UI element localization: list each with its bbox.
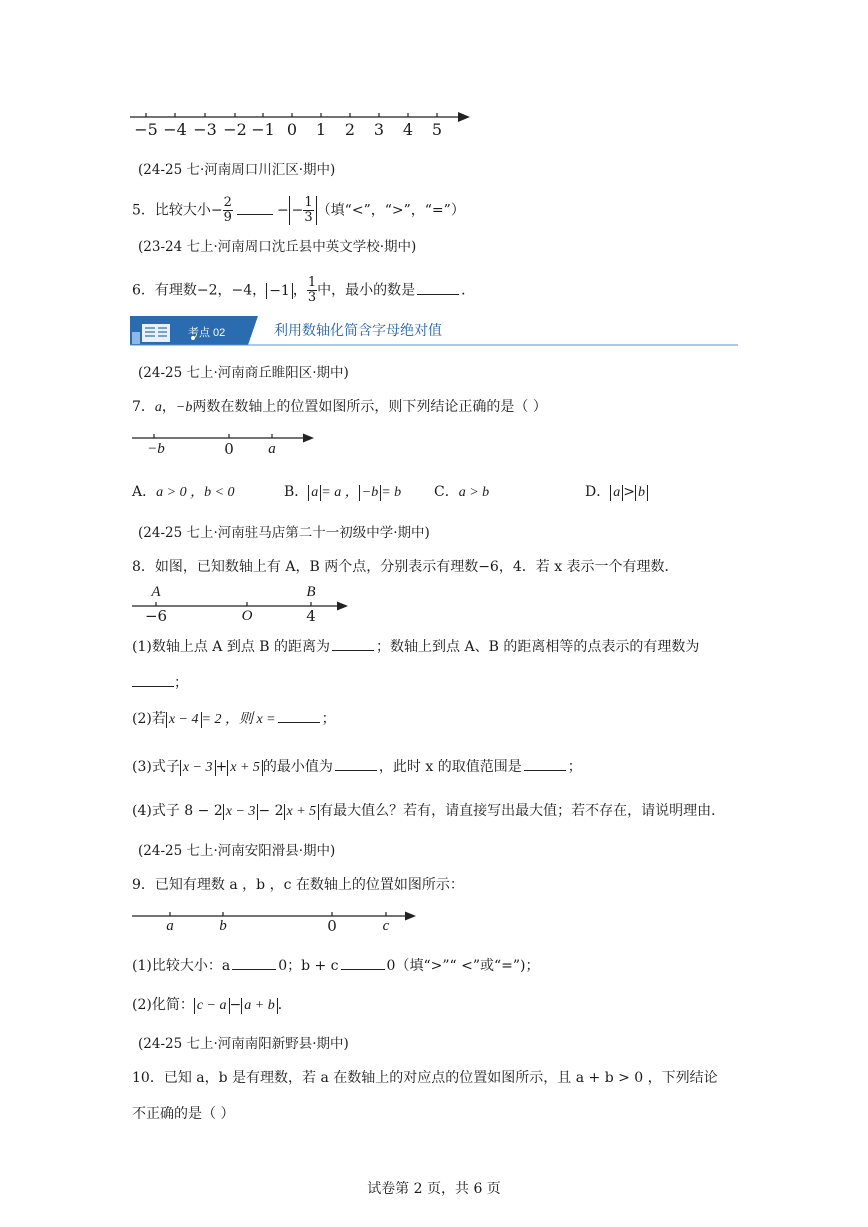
page-footer: 试卷第 2 页，共 6 页 <box>367 1181 501 1197</box>
comma: ， <box>292 282 307 299</box>
period: ． <box>461 282 476 299</box>
fraction: $\frac{1}{3}$ <box>307 275 317 305</box>
q9-part-2: (2)化简： c − a − a + b ． <box>132 997 292 1013</box>
question-source: (24-25 七上·河南驻马店第二十一初级中学·期中) <box>138 525 430 541</box>
point-label: a <box>268 441 276 457</box>
q9-part-1: (1)比较大小：a 0；b + c 0（填“>”“ <”或“=”)； <box>132 955 540 976</box>
q5-prefix: 5．比较大小 <box>132 202 211 219</box>
tick-label: −4 <box>163 120 187 139</box>
tick-label: 2 <box>344 120 356 139</box>
q6-suffix: 中，最小的数是 <box>317 282 416 299</box>
question-10-cont: 不正确的是（ ） <box>132 1106 235 1122</box>
absolute-value: −1 <box>266 283 293 299</box>
fraction <box>223 196 233 225</box>
question-source: (24-25 七上·河南南阳新野县·期中) <box>138 1036 349 1052</box>
minus-sign: − <box>210 202 223 219</box>
tick-label: −5 <box>134 120 158 139</box>
section-title: 利用数轴化简含字母绝对值 <box>274 322 442 338</box>
point-label: −b <box>147 441 165 457</box>
point-label: O <box>241 608 253 624</box>
tick-label: −1 <box>251 120 275 139</box>
q8-part-3: (3)式子 x − 3 + x + 5 的最小值为 ，此时 x 的取值范围是 ； <box>132 756 582 777</box>
question-source: (23-24 七上·河南周口沈丘县中英文学校·期中) <box>138 239 417 255</box>
question-7: 7．a，−b两数在数轴上的位置如图所示，则下列结论正确的是（ ） <box>132 399 547 415</box>
point-label: c <box>382 918 390 934</box>
option-a[interactable]: A．a > 0 ，b < 0 <box>132 484 235 500</box>
answer-blank[interactable] <box>232 955 276 970</box>
point-label: 0 <box>224 440 234 458</box>
point-label: b <box>219 918 227 934</box>
point-label: A <box>151 584 161 600</box>
absolute-value: − $\frac{1}{3}$ <box>289 196 317 225</box>
q8-part-1: (1)数轴上点 A 到点 B 的距离为 ；数轴上到点 A、B 的距离相等的点表示的有理数为 <box>132 636 699 657</box>
question-9: 9．已知有理数 a ，b ，c 在数轴上的位置如图所示： <box>132 877 464 893</box>
tick-label: −2 <box>223 120 247 139</box>
tick-label: 5 <box>431 120 443 139</box>
tick-label: 0 <box>286 120 298 139</box>
tick-label: −3 <box>193 120 217 139</box>
point-label: 0 <box>327 917 337 935</box>
point-label: B <box>306 584 316 600</box>
question-10: 10．已知 a，b 是有理数，若 a 在数轴上的对应点的位置如图所示，且 a + b > 0 ，下列结论 <box>132 1070 718 1086</box>
numerator: 2 <box>223 195 232 210</box>
tick-label: 4 <box>402 120 414 139</box>
answer-blank[interactable] <box>417 280 459 295</box>
point-label: −6 <box>144 607 168 625</box>
q8-part-4: (4)式子 8 − 2 x − 3 − 2 x + 5 有最大值么？若有，请直接写出最大值；若不存在，请说明理由． <box>132 803 726 819</box>
option-d[interactable]: D． a > b <box>585 482 648 502</box>
answer-blank[interactable] <box>524 756 566 771</box>
q8-part-1-cont: ； <box>132 672 188 693</box>
section-label: 考点 02 <box>188 327 226 339</box>
point-label: a <box>166 918 174 934</box>
tick-label: 3 <box>373 120 385 139</box>
question-source: (24-25 七·河南周口川汇区·期中) <box>138 162 336 178</box>
point-label: 4 <box>306 607 316 625</box>
q5-suffix: （填“<”，“>”，“=”） <box>316 202 465 219</box>
answer-blank[interactable] <box>278 708 320 723</box>
denominator: 9 <box>223 210 232 225</box>
question-source: (24-25 七上·河南安阳滑县·期中) <box>138 843 336 859</box>
q8-part-2: (2)若 x − 4 = 2 ，则 x = ； <box>132 708 336 730</box>
tick-label: 1 <box>315 120 327 139</box>
q6-prefix: 6．有理数−2，−4， <box>132 282 267 299</box>
answer-blank[interactable] <box>237 200 273 215</box>
minus-sign: − <box>276 202 289 219</box>
answer-blank[interactable] <box>335 756 377 771</box>
question-6 <box>132 276 475 305</box>
option-c[interactable]: C．a > b <box>434 484 490 500</box>
answer-blank[interactable] <box>132 672 174 687</box>
fraction: $\frac{1}{3}$ <box>304 195 313 225</box>
answer-blank[interactable] <box>341 955 385 970</box>
question-8: 8．如图，已知数轴上有 A，B 两个点，分别表示有理数−6，4．若 x 表示一个有理数． <box>132 559 679 575</box>
question-source: (24-25 七上·河南商丘睢阳区·期中) <box>138 365 349 381</box>
answer-blank[interactable] <box>332 636 374 651</box>
question-5 <box>132 196 465 225</box>
option-b[interactable]: B． a = a ， −b = b <box>284 484 402 500</box>
